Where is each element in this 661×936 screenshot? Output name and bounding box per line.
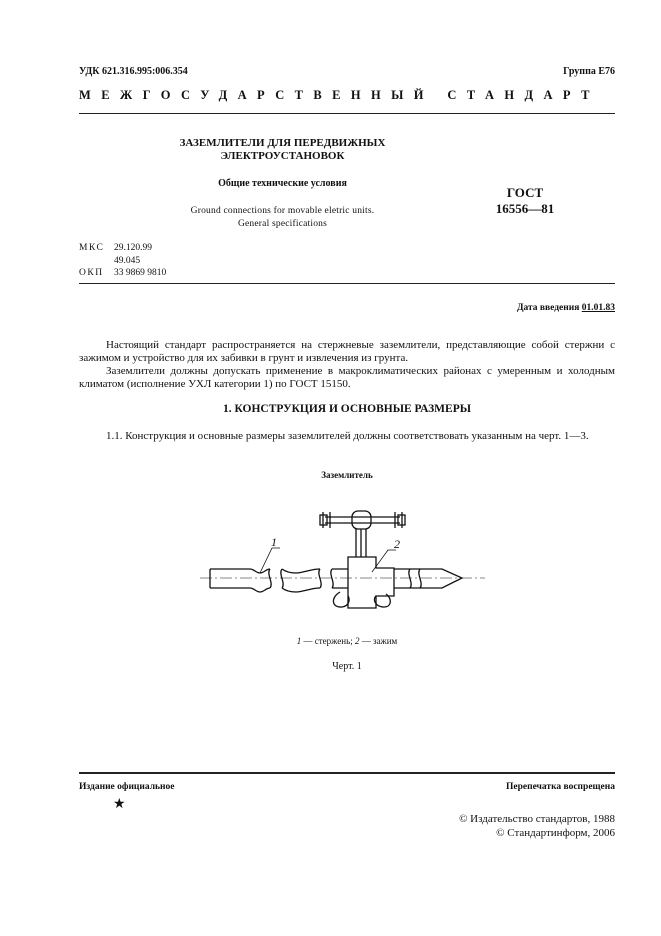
rod-tip [425,569,462,588]
figure-caption: Черт. 1 [332,661,362,672]
wing-nut-left [333,592,349,607]
paragraph-1-1 [79,430,615,443]
copyright-line-2: © Стандартинформ, 2006 [496,827,615,839]
rod-segment-3 [332,569,348,588]
copyright-line-1: © Издательство стандартов, 1988 [459,813,615,825]
tommy-bar [325,517,400,523]
callout-2: 2 [394,537,400,551]
title-line-1: ЗАЗЕМЛИТЕЛИ ДЛЯ ПЕРЕДВИЖНЫХ [179,137,386,149]
english-title-line-1: Ground connections for movable eletric units. [190,206,375,216]
gost-number: 16556—81 [495,201,555,216]
official-edition: Издание официальное [79,782,175,792]
gost-label: ГОСТ [506,185,544,200]
grounding-rod-drawing [200,500,500,620]
udk-code: УДК 621.316.995:006.354 [79,66,188,77]
legend-number-2: 2 [354,636,360,646]
legend-text-1: — стержень; [301,636,355,646]
copyright-block [459,812,615,840]
date-label: Дата введения [516,303,580,313]
codes-divider [79,283,615,284]
document-subtitle: Общие технические условия [218,178,347,189]
clamp-body [348,557,394,608]
paragraph-1-1-text: 1.1. Конструкция и основные размеры заземлителей должны соответствовать указанным на черт. 1—3. [106,430,589,442]
rod-break-1 [269,569,271,588]
paragraph-scope-text: Настоящий стандарт распространяется на стержневые заземлители, представляющие собой стержни с зажимом и устройство для их забивки в грунт и извлечения из грунта. [79,339,615,364]
header-divider [79,113,615,114]
rod-segment-2 [282,569,320,592]
mks-value-1: 29.120.99 [114,243,152,253]
rod-segment-1 [210,569,270,592]
document-title [140,137,425,163]
rod-break-2 [281,569,283,588]
gost-designation [480,185,570,217]
footer-divider [79,772,615,774]
classification-codes [79,242,166,280]
introduction-date [517,303,615,313]
mks-label: МКС [79,243,105,253]
title-line-2: ЭЛЕКТРОУСТАНОВОК [220,150,345,162]
callout-1: 1 [271,535,277,549]
legend-text-2: — зажим [359,636,398,646]
figure-title: Заземлитель [321,470,373,480]
group-code: Группа Е76 [563,66,615,77]
screw-shank [356,529,366,557]
legend-number-1: 1 [296,636,302,646]
paragraph-climate-text: Заземлители должны допускать применение в макроклиматических районах с умеренным и холодным климатом (исполнение УХЛ категории 1) по ГОСТ 15150. [79,365,615,390]
paragraph-scope [79,339,615,365]
screw-head [352,511,371,529]
paragraph-climate [79,365,615,391]
mks-value-2: 49.045 [114,255,141,266]
english-title-line-2: General specifications [237,219,328,229]
okp-label: ОКП [79,268,104,278]
figure-legend [79,636,615,646]
interstate-standard-heading: МЕЖГОСУДАРСТВЕННЫЙ СТАНДАРТ [79,88,600,102]
rod-break-3 [319,569,333,588]
rod-break-4 [409,569,421,588]
star-icon: ★ [113,797,126,812]
date-value: 01.01.83 [581,303,615,313]
okp-value: 33 9869 9810 [114,268,167,278]
reprint-prohibited: Перепечатка воспрещена [505,782,615,792]
english-title [140,205,425,231]
section-heading: 1. КОНСТРУКЦИЯ И ОСНОВНЫЕ РАЗМЕРЫ [222,403,472,415]
